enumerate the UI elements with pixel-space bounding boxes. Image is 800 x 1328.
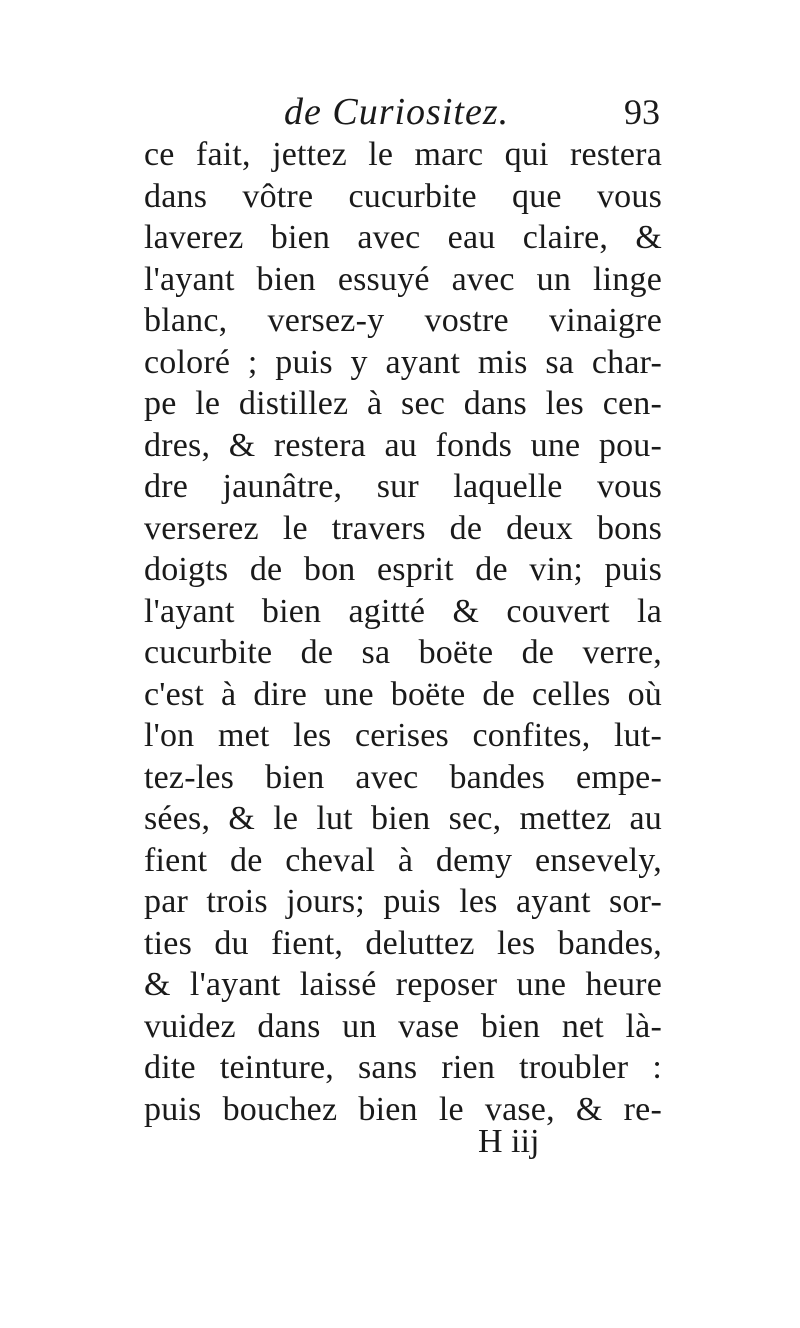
text-line: cucurbite de sa boëte de verre, bbox=[144, 634, 662, 671]
text-line: tez-les bien avec bandes empe- bbox=[144, 758, 662, 796]
text-line: & l'ayant laissé reposer une heure bbox=[144, 966, 662, 1003]
text-line: doigts de bon esprit de vin; puis bbox=[144, 551, 662, 588]
text-line: dre jaunâtre, sur laquelle vous bbox=[144, 468, 662, 505]
text-line: l'on met les cerises confites, lut- bbox=[144, 717, 662, 754]
signature-mark: H iij bbox=[478, 1123, 540, 1160]
running-head bbox=[140, 88, 660, 136]
text-line: vuidez dans un vase bien net là- bbox=[144, 1007, 662, 1045]
text-line: fient de cheval à demy ensevely, bbox=[144, 841, 662, 879]
text-line: dans vôtre cucurbite que vous bbox=[144, 177, 662, 215]
text-line: l'ayant bien essuyé avec un linge bbox=[144, 260, 662, 298]
text-line: l'ayant bien agitté & couvert la bbox=[144, 592, 662, 630]
text-line: dres, & restera au fonds une pou- bbox=[144, 426, 662, 464]
body-text bbox=[144, 134, 662, 1130]
text-line: dite teinture, sans rien troubler : bbox=[144, 1049, 662, 1086]
text-line: pe le distillez à sec dans les cen- bbox=[144, 385, 662, 422]
text-line: coloré ; puis y ayant mis sa char- bbox=[144, 343, 662, 381]
text-line: verserez le travers de deux bons bbox=[144, 509, 662, 547]
text-line: ce fait, jettez le marc qui restera bbox=[144, 136, 662, 173]
text-line: sées, & le lut bien sec, mettez au bbox=[144, 800, 662, 837]
text-line: c'est à dire une boëte de celles où bbox=[144, 675, 662, 713]
text-line: par trois jours; puis les ayant sor- bbox=[144, 883, 662, 920]
page-number: 93 bbox=[624, 92, 660, 132]
running-title: de Curiositez. bbox=[284, 91, 510, 133]
text-line: ties du fient, deluttez les bandes, bbox=[144, 924, 662, 962]
text-line: puis bouchez bien le vase, & re- bbox=[144, 1090, 662, 1128]
text-line: blanc, versez-y vostre vinaigre bbox=[144, 302, 662, 339]
text-line: laverez bien avec eau claire, & bbox=[144, 219, 662, 256]
